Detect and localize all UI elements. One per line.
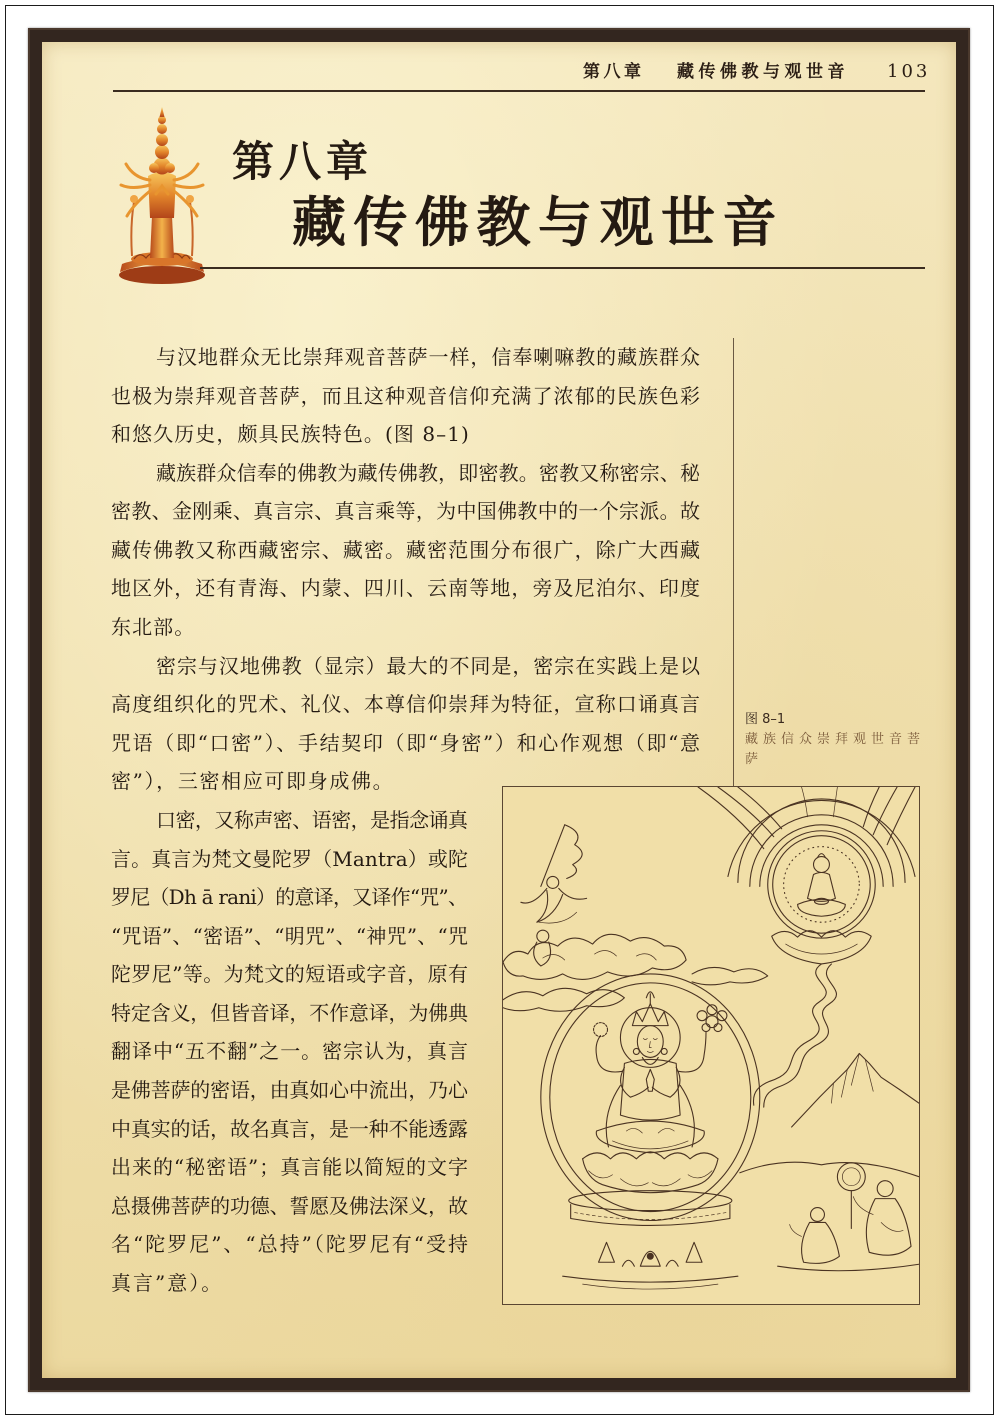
body-line-text: 藏族群众信奉的佛教为藏传佛教，即密教。密教又称密宗、秘 xyxy=(156,460,701,485)
lotus-throne xyxy=(569,1152,732,1226)
body-line-text: 藏传佛教又称西藏密宗、藏密。藏密范围分布很广，除广大西藏 xyxy=(111,537,702,562)
body-line xyxy=(111,878,468,917)
body-line-text: 与汉地群众无比崇拜观音菩萨一样，信奉喇嘛教的藏族群众 xyxy=(156,345,701,369)
body-line-text: 特定含义，但皆音译，不作意译，为佛典 xyxy=(111,1000,468,1025)
statue-robe xyxy=(150,213,174,258)
paragraph xyxy=(111,454,700,647)
figure-8-1-illustration xyxy=(502,786,920,1305)
thousand-arms xyxy=(784,847,860,923)
body-line-text: 地区外，还有青海、内蒙、四川、云南等地，旁及尼泊尔、印度 xyxy=(111,576,702,601)
lotus-cloud-tail xyxy=(753,931,871,1107)
body-line-text: 言。真言为梵文曼陀罗（Mantra）或陀 xyxy=(111,846,469,871)
body-line xyxy=(111,1148,468,1187)
page-number: 103 xyxy=(887,61,931,82)
body-line xyxy=(111,1110,468,1149)
flying-deity-with-banner xyxy=(521,825,587,923)
body-line-text: 真言”意）。 xyxy=(111,1270,224,1295)
body-line-text: 东北部。 xyxy=(111,615,196,640)
offerings xyxy=(563,1242,738,1289)
body-line xyxy=(111,454,700,493)
body-line xyxy=(111,1225,468,1264)
body-line xyxy=(111,1071,468,1110)
figure-on-cloud xyxy=(534,930,551,966)
body-line xyxy=(111,415,700,454)
clouds xyxy=(503,934,768,1011)
body-line-text: 也极为崇拜观音菩萨，而且这种观音信仰充满了浓郁的民族色彩 xyxy=(111,383,702,408)
body-line xyxy=(111,1264,468,1303)
body-line-text: 高度组织化的咒术、礼仪、本尊信仰崇拜为特征，宣称口诵真言 xyxy=(111,692,702,717)
body-line xyxy=(111,338,700,377)
mountain xyxy=(740,1053,919,1176)
chapter-title: 藏传佛教与观世音 xyxy=(292,190,784,254)
column-divider xyxy=(733,338,734,786)
body-line xyxy=(111,955,468,994)
figure-caption-text: 藏族信众崇拜观世音菩萨 xyxy=(745,732,926,767)
body-line-text: 咒语（即“口密”）、手结契印（即“身密”）和心作观想（即“意 xyxy=(111,730,702,755)
body-line xyxy=(111,994,468,1033)
body-line xyxy=(111,685,700,724)
body-line xyxy=(111,1032,468,1071)
running-header-chapter: 第八章 xyxy=(583,62,645,82)
body-line-text: 名“陀罗尼”、“总持”（陀罗尼有“受持 xyxy=(111,1232,470,1257)
body-line-text: “咒语”、“密语”、“明咒”、“神咒”、“咒 xyxy=(111,923,469,948)
body-line xyxy=(111,531,700,570)
body-line xyxy=(111,801,468,840)
body-line xyxy=(111,569,700,608)
body-line-text: 密宗与汉地佛教（显宗）最大的不同是，密宗在实践上是以 xyxy=(156,653,701,678)
body-line-text: 中真实的话，故名真言，是一种不能透露 xyxy=(111,1116,468,1141)
body-line xyxy=(111,377,700,416)
header-rule xyxy=(113,90,925,92)
body-line-text: 是佛菩萨的密语，由真如心中流出，乃心 xyxy=(111,1077,468,1102)
mala-beads xyxy=(594,1023,608,1037)
body-line xyxy=(111,724,700,763)
sky-rays xyxy=(698,787,915,886)
statue-heads xyxy=(149,107,175,175)
buddha-medallion xyxy=(768,831,875,938)
body-line-text: 密教、金刚乘、真言宗、真言乘等，为中国佛教中的一个宗派。故 xyxy=(111,499,701,524)
body-line-text: 总摄佛菩萨的功德、誓愿及佛法深义，故 xyxy=(111,1193,468,1218)
central-bodhisattva xyxy=(541,974,760,1221)
chapter-number: 第八章 xyxy=(232,137,374,186)
running-header-title: 藏传佛教与观世音 xyxy=(677,62,849,82)
body-line xyxy=(111,840,468,879)
figure-label: 图 8–1 xyxy=(745,712,786,727)
figure-caption xyxy=(745,710,930,770)
title-rule xyxy=(200,267,925,269)
body-line-text: 罗尼（Dh ā rani）的意译，又译作“咒”、 xyxy=(111,885,468,910)
body-line xyxy=(111,1187,468,1226)
body-line-text: 口密，又称声密、语密，是指念诵真 xyxy=(156,807,468,832)
body-line-text: 出来的“秘密语”；真言能以简短的文字 xyxy=(111,1155,469,1180)
line-drawing xyxy=(503,787,919,1304)
body-line xyxy=(111,608,700,647)
kneeling-devotee xyxy=(778,1208,919,1271)
avalokiteshvara-statue-image xyxy=(112,106,212,286)
paragraph xyxy=(111,647,700,801)
body-line-text: 密”），三密相应可即身成佛。 xyxy=(111,769,395,794)
body-line xyxy=(111,917,468,956)
body-line-text: 翻译中“五不翻”之一。密宗认为，真言 xyxy=(111,1039,469,1064)
statue-torso xyxy=(148,172,176,218)
body-line-text: 和悠久历史，颇具民族特色。(图 8–1) xyxy=(111,422,470,447)
body-line xyxy=(111,647,700,686)
body-line-text: 陀罗尼”等。为梵文的短语或字音，原有 xyxy=(111,962,469,987)
monk-with-drum xyxy=(837,1163,911,1255)
body-line xyxy=(111,492,700,531)
paragraph xyxy=(111,338,700,454)
